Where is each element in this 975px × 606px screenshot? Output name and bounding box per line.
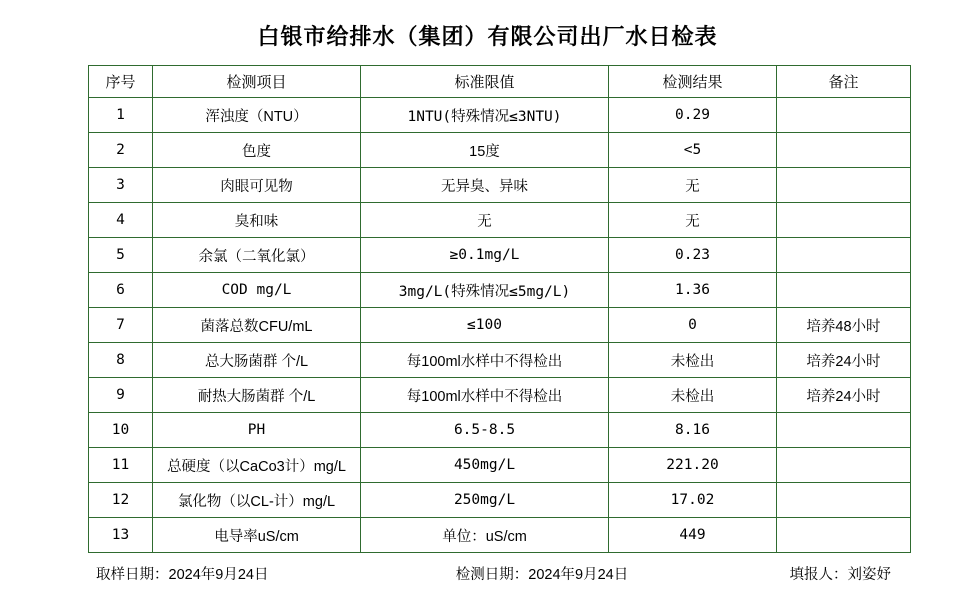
test-date: 检测日期：2024年9月24日	[455, 567, 629, 583]
table-row	[89, 448, 911, 483]
cell-result: 221.20	[609, 448, 777, 483]
cell-result: 未检出	[609, 378, 777, 413]
cell-no: 10	[89, 413, 153, 448]
cell-result: 17.02	[609, 483, 777, 518]
column-header-item: 检测项目	[153, 66, 361, 98]
cell-limit: 每100ml水样中不得检出	[361, 378, 609, 413]
cell-limit: 250mg/L	[361, 483, 609, 518]
table-row	[89, 133, 911, 168]
cell-no: 6	[89, 273, 153, 308]
column-header-no: 序号	[89, 66, 153, 98]
table-row	[89, 98, 911, 133]
table-body	[89, 98, 911, 553]
column-header-limit: 标准限值	[361, 66, 609, 98]
footer	[0, 553, 975, 584]
cell-no: 4	[89, 203, 153, 238]
cell-note	[777, 413, 911, 448]
cell-item: 总硬度（以CaCo3计）mg/L	[153, 448, 361, 483]
cell-limit: 450mg/L	[361, 448, 609, 483]
column-header-result: 检测结果	[609, 66, 777, 98]
cell-result: 8.16	[609, 413, 777, 448]
cell-note	[777, 238, 911, 273]
cell-item: 总大肠菌群 个/L	[153, 343, 361, 378]
cell-item: 色度	[153, 133, 361, 168]
cell-no: 5	[89, 238, 153, 273]
cell-item: PH	[153, 413, 361, 448]
cell-limit: 单位：uS/cm	[361, 518, 609, 553]
cell-note: 培养24小时	[777, 343, 911, 378]
cell-result: 449	[609, 518, 777, 553]
table-row	[89, 413, 911, 448]
cell-note	[777, 133, 911, 168]
table-row	[89, 238, 911, 273]
cell-result: 未检出	[609, 343, 777, 378]
table-row	[89, 518, 911, 553]
cell-note	[777, 483, 911, 518]
cell-result: 1.36	[609, 273, 777, 308]
cell-no: 9	[89, 378, 153, 413]
water-quality-table	[88, 65, 911, 553]
table-container	[0, 65, 975, 553]
cell-result: <5	[609, 133, 777, 168]
cell-note	[777, 98, 911, 133]
table-header-row	[89, 66, 911, 98]
cell-limit: ≤100	[361, 308, 609, 343]
cell-no: 12	[89, 483, 153, 518]
cell-limit: ≥0.1mg/L	[361, 238, 609, 273]
cell-item: COD mg/L	[153, 273, 361, 308]
cell-item: 臭和味	[153, 203, 361, 238]
cell-item: 菌落总数CFU/mL	[153, 308, 361, 343]
table-row	[89, 343, 911, 378]
table-row	[89, 273, 911, 308]
reporter: 填报人：刘姿妤	[789, 567, 891, 583]
cell-limit: 6.5-8.5	[361, 413, 609, 448]
cell-item: 电导率uS/cm	[153, 518, 361, 553]
cell-limit: 3mg/L(特殊情况≤5mg/L)	[361, 273, 609, 308]
table-row	[89, 168, 911, 203]
cell-note	[777, 273, 911, 308]
cell-item: 浑浊度（NTU）	[153, 98, 361, 133]
cell-result: 无	[609, 203, 777, 238]
table-header	[89, 66, 911, 98]
cell-no: 7	[89, 308, 153, 343]
cell-no: 13	[89, 518, 153, 553]
table-row	[89, 308, 911, 343]
cell-result: 0.23	[609, 238, 777, 273]
cell-result: 0	[609, 308, 777, 343]
sample-date: 取样日期：2024年9月24日	[96, 567, 269, 583]
cell-result: 0.29	[609, 98, 777, 133]
cell-limit: 无	[361, 203, 609, 238]
column-header-note: 备注	[777, 66, 911, 98]
table-row	[89, 203, 911, 238]
cell-limit: 1NTU(特殊情况≤3NTU)	[361, 98, 609, 133]
cell-note	[777, 448, 911, 483]
table-row	[89, 378, 911, 413]
cell-no: 2	[89, 133, 153, 168]
cell-note	[777, 518, 911, 553]
cell-no: 1	[89, 98, 153, 133]
cell-result: 无	[609, 168, 777, 203]
cell-note	[777, 203, 911, 238]
cell-note	[777, 168, 911, 203]
table-row	[89, 483, 911, 518]
cell-item: 余氯（二氧化氯）	[153, 238, 361, 273]
cell-limit: 15度	[361, 133, 609, 168]
cell-item: 氯化物（以CL-计）mg/L	[153, 483, 361, 518]
cell-no: 3	[89, 168, 153, 203]
cell-note: 培养24小时	[777, 378, 911, 413]
cell-limit: 无异臭、异味	[361, 168, 609, 203]
page-title: 白银市给排水（集团）有限公司出厂水日检表	[257, 24, 718, 49]
cell-note: 培养48小时	[777, 308, 911, 343]
cell-no: 11	[89, 448, 153, 483]
cell-no: 8	[89, 343, 153, 378]
cell-item: 肉眼可见物	[153, 168, 361, 203]
cell-limit: 每100ml水样中不得检出	[361, 343, 609, 378]
cell-item: 耐热大肠菌群 个/L	[153, 378, 361, 413]
